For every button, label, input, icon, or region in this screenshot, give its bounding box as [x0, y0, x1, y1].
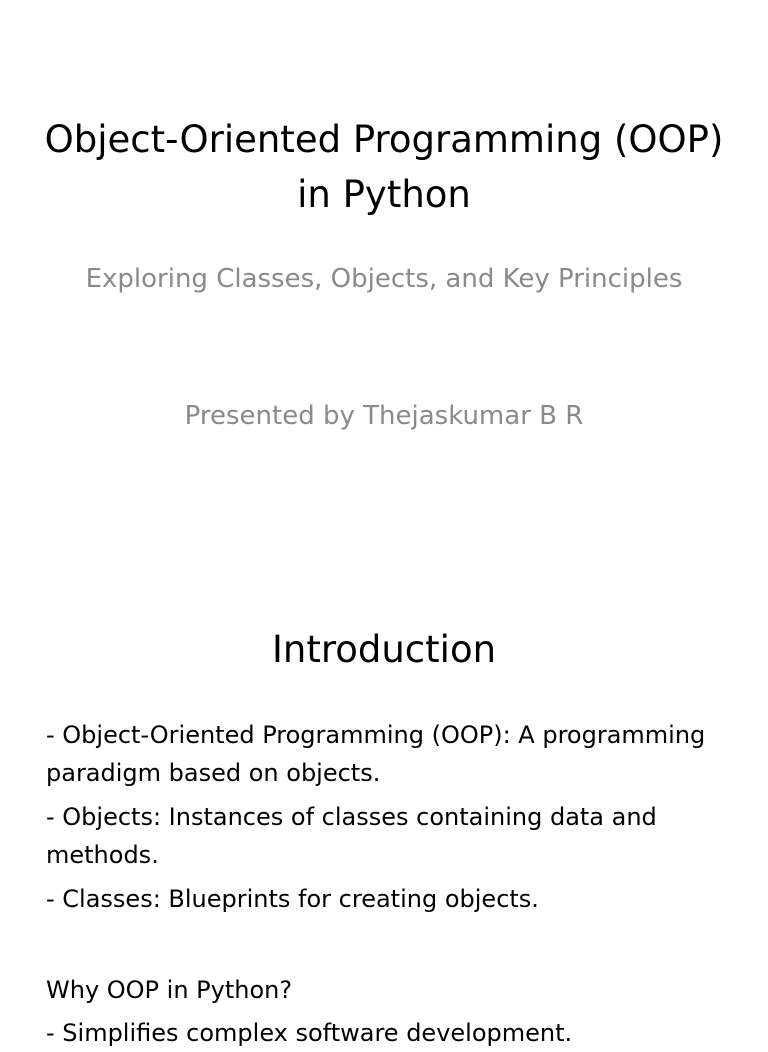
bullet-item: - Classes: Blueprints for creating objects. — [46, 885, 539, 913]
introduction-title: Introduction — [271, 628, 497, 671]
presenter-line: Presented by Thejaskumar B R — [184, 401, 584, 431]
bullet-list — [46, 716, 726, 924]
bullet-item: - Object-Oriented Programming (OOP): A programming paradigm based on objects. — [46, 721, 706, 787]
bullet-item: - Objects: Instances of classes containing data and methods. — [46, 803, 657, 869]
partially-visible-bullet: - Simplifies complex software development. — [46, 1019, 573, 1047]
introduction-slide — [0, 576, 768, 1047]
section-heading: Why OOP in Python? — [46, 976, 293, 1004]
slide-title: Object-Oriented Programming (OOP) in Python — [44, 118, 724, 216]
slide-subtitle: Exploring Classes, Objects, and Key Principles — [85, 264, 683, 294]
